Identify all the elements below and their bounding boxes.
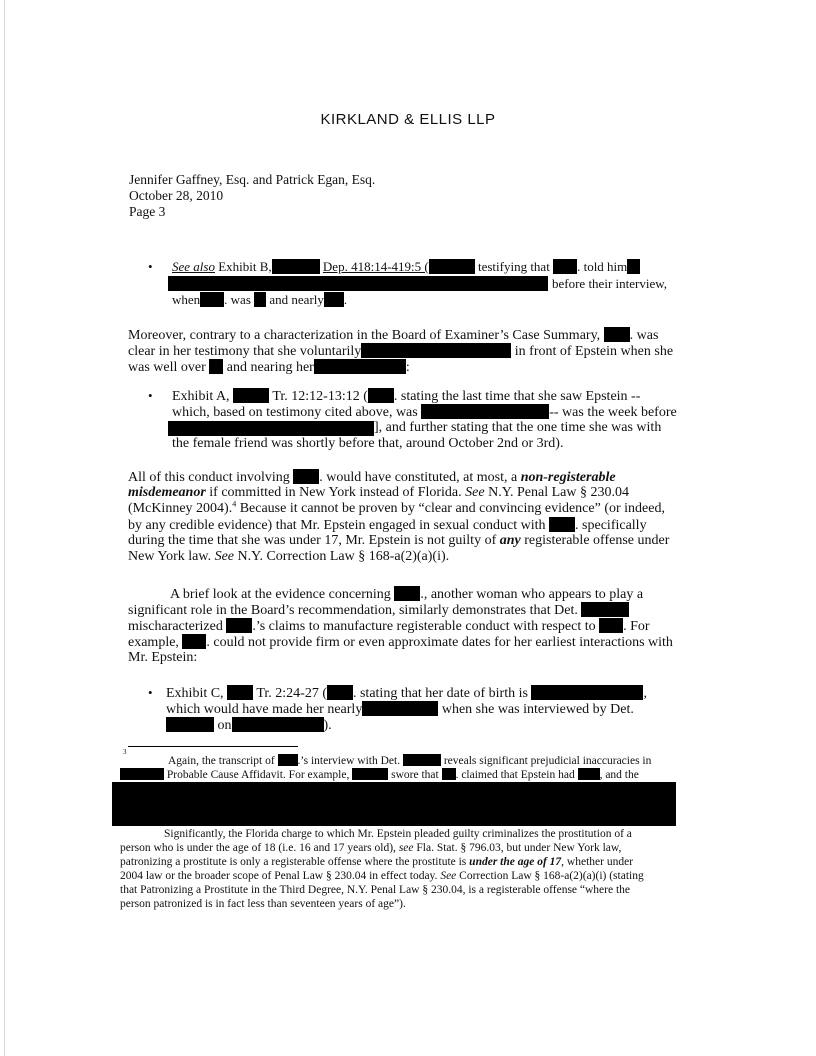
text: and nearly bbox=[269, 292, 324, 307]
emphasis: non-registerable bbox=[520, 470, 616, 485]
redaction bbox=[531, 685, 643, 700]
text: . claimed that Epstein had bbox=[455, 769, 575, 781]
text: . told him bbox=[577, 259, 628, 274]
page-number: Page 3 bbox=[129, 204, 166, 219]
redaction bbox=[627, 259, 640, 274]
text: . could not provide firm or even approximate dates for her earliest interactions with bbox=[206, 635, 673, 650]
text: in front of Epstein when she bbox=[514, 344, 674, 359]
text-line bbox=[128, 533, 669, 549]
text: A brief look at the evidence concerning bbox=[170, 587, 391, 602]
text: . specifically bbox=[575, 518, 647, 533]
text-line bbox=[128, 343, 673, 360]
text: , bbox=[643, 686, 647, 701]
text: . bbox=[343, 292, 348, 307]
text: .’s claims to manufacture registerable conduct with respect to bbox=[252, 619, 596, 634]
text: by any credible evidence) that Mr. Epstein engaged in sexual conduct with bbox=[128, 518, 546, 533]
redaction bbox=[182, 634, 206, 649]
text: before their interview, bbox=[552, 276, 668, 291]
text: ). bbox=[323, 718, 332, 733]
text-line bbox=[128, 602, 629, 619]
bullet-line bbox=[166, 701, 634, 718]
text: . For bbox=[623, 619, 650, 634]
text: : bbox=[405, 360, 410, 375]
text-line bbox=[170, 586, 643, 603]
text: Tr. 2:24-27 ( bbox=[256, 686, 327, 701]
text: when she was interviewed by Det. bbox=[441, 702, 634, 717]
redaction bbox=[429, 259, 475, 274]
redaction bbox=[604, 327, 630, 342]
footnote-ref[interactable]: 4 bbox=[232, 499, 237, 509]
bullet-line bbox=[172, 388, 640, 405]
text: mischaracterized bbox=[128, 619, 223, 634]
redaction bbox=[272, 259, 320, 274]
text: person who is under the age of 18 (i.e. 16 and 17 years old), bbox=[120, 842, 396, 854]
text: N.Y. Penal Law § 230.04 bbox=[488, 485, 629, 500]
text: . stating that her date of birth is bbox=[352, 686, 528, 701]
footnote-separator bbox=[128, 746, 298, 747]
text: Exhibit C, bbox=[166, 686, 224, 701]
text: and nearing her bbox=[226, 360, 314, 375]
bullet-line bbox=[172, 259, 640, 275]
text: if committed in New York instead of Florida. bbox=[209, 485, 462, 500]
footnote-line: person patronized is in fact less than seventeen years of age”). bbox=[120, 898, 406, 910]
text: ., another woman who appears to play a bbox=[420, 587, 644, 602]
footnote-line bbox=[168, 754, 651, 769]
text: Probable Cause Affidavit. For example, bbox=[166, 769, 350, 781]
redaction bbox=[324, 292, 344, 307]
footnote-number: 3 bbox=[123, 748, 127, 756]
text: New York law. bbox=[128, 549, 212, 564]
text-line bbox=[128, 650, 197, 666]
redaction bbox=[168, 276, 548, 291]
redaction bbox=[254, 292, 266, 307]
redaction bbox=[368, 388, 394, 403]
signal-phrase: See bbox=[465, 485, 485, 500]
text-line bbox=[128, 549, 449, 565]
letter-date: October 28, 2010 bbox=[129, 188, 224, 203]
text: Moreover, contrary to a characterization in the Board of Examiner’s Case Summary, bbox=[128, 328, 601, 343]
text: Fla. Stat. § 796.03, but under New York law, bbox=[416, 842, 622, 854]
text: testifying that bbox=[477, 259, 550, 274]
redaction bbox=[314, 359, 406, 374]
text: ], and further stating that the one time she was with bbox=[374, 420, 662, 435]
redaction bbox=[168, 421, 374, 436]
footnote-line: that Patronizing a Prostitute in the Third Degree, N.Y. Penal Law § 230.04, is a registerable offense “where the bbox=[120, 884, 631, 896]
text: . stating the last time that she saw Epstein -- bbox=[393, 389, 641, 404]
redaction-block bbox=[112, 782, 676, 826]
redaction bbox=[599, 618, 623, 633]
redaction bbox=[293, 469, 319, 484]
text-line bbox=[128, 618, 650, 635]
redaction bbox=[578, 768, 600, 780]
page-edge bbox=[4, 0, 5, 1056]
text: . would have constituted, at most, a bbox=[319, 470, 518, 485]
redaction bbox=[233, 388, 269, 403]
text: on bbox=[217, 718, 232, 733]
text: during the time that she was under 17, Mr. Epstein is not guilty of bbox=[128, 533, 497, 548]
text: Exhibit B, bbox=[218, 259, 272, 274]
redaction bbox=[581, 602, 629, 617]
text: clear in her testimony that she voluntarily bbox=[128, 344, 362, 359]
text-line bbox=[128, 359, 410, 376]
text: Exhibit A, bbox=[172, 389, 230, 404]
signal-phrase: See bbox=[440, 870, 457, 882]
text: Correction Law § 168-a(2)(a)(i) (stating bbox=[459, 870, 644, 882]
redaction bbox=[166, 717, 214, 732]
text: Mr. Epstein: bbox=[128, 650, 198, 665]
footnote-line bbox=[120, 842, 621, 856]
bullet-dot: • bbox=[148, 259, 153, 274]
text-line bbox=[128, 327, 658, 344]
bullet-dot: • bbox=[148, 388, 153, 403]
bullet-line bbox=[166, 717, 332, 734]
redaction bbox=[361, 343, 511, 358]
bullet-line bbox=[172, 404, 677, 421]
text: Dep. 418:14-419:5 ( bbox=[322, 259, 429, 274]
footnote-line bbox=[120, 870, 644, 884]
text: registerable offense under bbox=[524, 533, 670, 548]
redaction bbox=[362, 701, 438, 716]
signal-phrase: See also bbox=[172, 259, 215, 274]
text: All of this conduct involving bbox=[128, 470, 290, 485]
emphasis: misdemeanor bbox=[128, 485, 206, 500]
redaction bbox=[327, 685, 353, 700]
redaction bbox=[200, 292, 224, 307]
text: the female friend was shortly before that, around October 2nd or 3rd). bbox=[172, 436, 564, 451]
emphasis: under the age of 17 bbox=[469, 856, 562, 868]
redaction bbox=[421, 404, 549, 419]
text: patronizing a prostitute is only a registerable offense where the prostitute is bbox=[120, 856, 467, 868]
text: , whether under bbox=[561, 856, 634, 868]
signal-phrase: See bbox=[214, 549, 235, 564]
text: reveals significant prejudicial inaccuracies in bbox=[443, 755, 652, 767]
bullet-line bbox=[172, 292, 347, 308]
text: when bbox=[172, 292, 201, 307]
footnote-line bbox=[120, 856, 633, 870]
text: significant role in the Board’s recommendation, similarly demonstrates that Det. bbox=[128, 603, 578, 618]
text-line bbox=[128, 517, 647, 534]
footnote-line bbox=[120, 768, 639, 783]
redaction bbox=[394, 586, 420, 601]
text: was well over bbox=[128, 360, 206, 375]
emphasis: any bbox=[499, 533, 521, 548]
text-line bbox=[128, 634, 673, 651]
redaction bbox=[549, 517, 575, 532]
firm-letterhead: KIRKLAND & ELLIS LLP bbox=[320, 111, 496, 128]
signal-phrase: see bbox=[398, 842, 414, 854]
text-line bbox=[128, 485, 629, 501]
redaction bbox=[278, 754, 298, 766]
recipients: Jennifer Gaffney, Esq. and Patrick Egan, Esq. bbox=[129, 172, 376, 187]
text-line bbox=[128, 469, 616, 486]
redaction bbox=[209, 359, 223, 374]
redaction bbox=[227, 685, 253, 700]
text: Because it cannot be proven by “clear and convincing evidence” (or indeed, bbox=[236, 501, 665, 516]
redaction bbox=[232, 717, 324, 732]
redaction bbox=[403, 754, 441, 766]
text: N.Y. Correction Law § 168-a(2)(a)(i). bbox=[237, 549, 450, 564]
redaction bbox=[226, 618, 252, 633]
text: , and the bbox=[599, 769, 639, 781]
redaction bbox=[352, 768, 388, 780]
text: -- was the week before bbox=[549, 405, 677, 420]
text: swore that bbox=[391, 769, 439, 781]
text: 2004 law or the broader scope of Penal Law § 230.04 in effect today. bbox=[120, 870, 438, 882]
text: Again, the transcript of bbox=[168, 755, 275, 767]
bullet-dot: • bbox=[148, 685, 153, 700]
redaction bbox=[120, 768, 164, 780]
text: example, bbox=[128, 635, 179, 650]
text: .’s interview with Det. bbox=[297, 755, 401, 767]
redaction bbox=[442, 768, 456, 780]
text: Tr. 12:12-13:12 ( bbox=[272, 389, 368, 404]
text: . was bbox=[224, 292, 251, 307]
text: . was bbox=[629, 328, 659, 343]
bullet-line bbox=[166, 685, 647, 702]
text: (McKinney 2004). bbox=[128, 501, 233, 516]
redaction bbox=[553, 259, 577, 274]
text: which would have made her nearly bbox=[166, 702, 363, 717]
footnote-line: Significantly, the Florida charge to which Mr. Epstein pleaded guilty criminalizes the prostitution of a bbox=[164, 828, 632, 840]
text: which, based on testimony cited above, was bbox=[172, 405, 418, 420]
text-line bbox=[128, 501, 665, 517]
